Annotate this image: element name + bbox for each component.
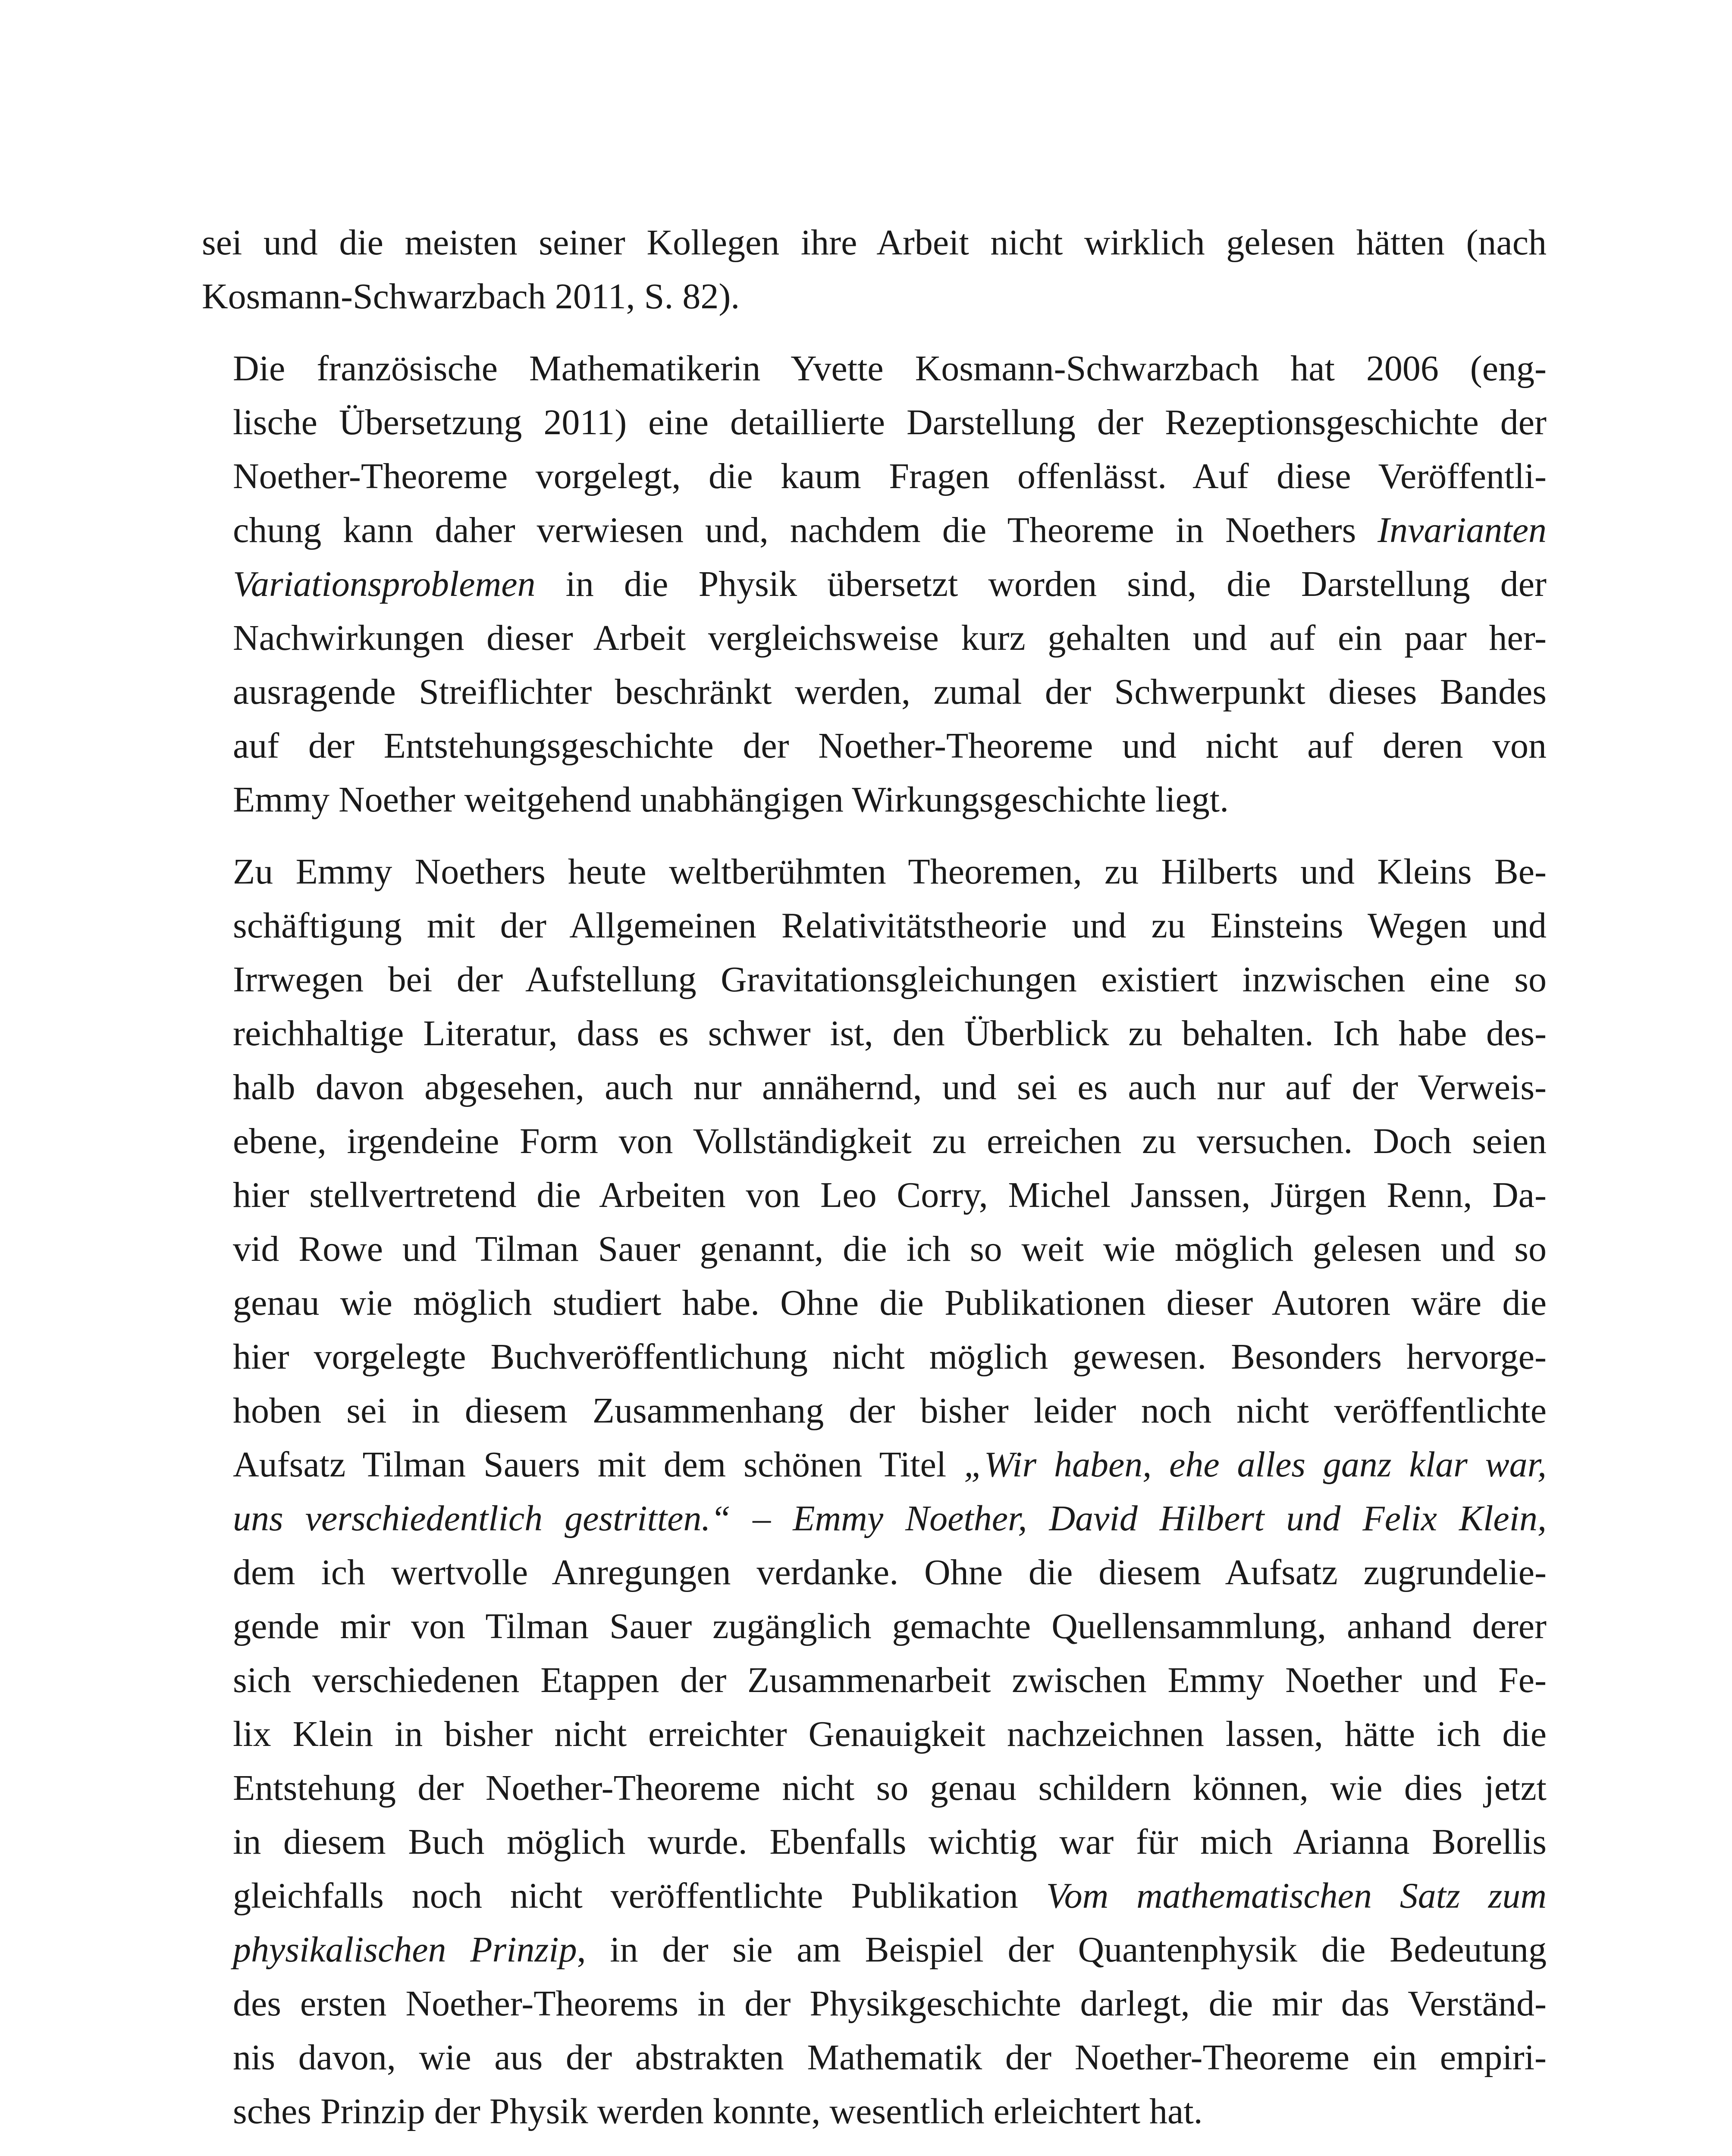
text-run: in diesem Buch möglich wurde. Ebenfalls wichtig war für mich Arianna Borellis xyxy=(233,1822,1547,1862)
text-line xyxy=(202,1006,1547,1060)
text-run: vid Rowe und Tilman Sauer genannt, die ich so weit wie möglich gelesen und so xyxy=(233,1229,1547,1269)
text-line xyxy=(202,216,1547,270)
text-line xyxy=(202,1276,1547,1330)
text-run: hoben sei in diesem Zusammenhang der bisher leider noch nicht veröffentlichte xyxy=(233,1391,1547,1431)
text-run: genau wie möglich studiert habe. Ohne die Publikationen dieser Autoren wäre die xyxy=(233,1283,1547,1323)
text-run: chung kann daher verwiesen und, nachdem die Theoreme in Noethers xyxy=(233,510,1378,550)
text-run: Zu Emmy Noethers heute weltberühmten Theoremen, zu Hilberts und Kleins Be- xyxy=(233,852,1547,892)
text-run: Noether-Theoreme vorgelegt, die kaum Fragen offenlässt. Auf diese Veröffentli- xyxy=(233,456,1547,496)
text-run: des ersten Noether-Theorems in der Physikgeschichte darlegt, die mir das Verständ- xyxy=(233,1984,1547,2024)
text-line xyxy=(202,1060,1547,1114)
italic-text: uns verschiedentlich gestritten.“ – Emmy Noether, David Hilbert und Felix Klein, xyxy=(233,1498,1547,1539)
text-run: auf der Entstehungsgeschichte der Noether-Theoreme und nicht auf deren von xyxy=(233,726,1547,766)
text-line xyxy=(202,1330,1547,1384)
text-line xyxy=(202,395,1547,449)
text-run: schäftigung mit der Allgemeinen Relativitätstheorie und zu Einsteins Wegen und xyxy=(233,906,1547,946)
text-run: in die Physik übersetzt worden sind, die Darstellung der xyxy=(535,564,1547,604)
text-run: Aufsatz Tilman Sauers mit dem schönen Titel xyxy=(233,1445,964,1485)
text-line xyxy=(202,1599,1547,1653)
text-line xyxy=(202,1815,1547,1869)
text-run: sei und die meisten seiner Kollegen ihre Arbeit nicht wirklich gelesen hätten (nach xyxy=(202,222,1547,263)
text-run: ebene, irgendeine Form von Vollständigkeit zu erreichen zu versuchen. Doch seien xyxy=(233,1121,1547,1161)
italic-text: „Wir haben, ehe alles ganz klar war, xyxy=(964,1445,1547,1485)
text-run: lix Klein in bisher nicht erreichter Genauigkeit nachzeichnen lassen, hätte ich die xyxy=(233,1714,1547,1754)
text-run: nis davon, wie aus der abstrakten Mathematik der Noether-Theoreme ein empiri- xyxy=(233,2037,1547,2078)
text-run: gende mir von Tilman Sauer zugänglich gemachte Quellensammlung, anhand derer xyxy=(233,1606,1547,1646)
text-line xyxy=(202,2084,1547,2138)
text-run: reichhaltige Literatur, dass es schwer ist, den Überblick zu behalten. Ich habe des- xyxy=(233,1013,1547,1053)
text-line xyxy=(202,1168,1547,1222)
text-run: gleichfalls noch nicht veröffentlichte Publikation xyxy=(233,1876,1046,1916)
text-line xyxy=(202,1977,1547,2031)
text-run: Nachwirkungen dieser Arbeit vergleichsweise kurz gehalten und auf ein paar her- xyxy=(233,618,1547,658)
text-run: , in der sie am Beispiel der Quantenphysik die Bedeutung xyxy=(577,1930,1547,1970)
text-line xyxy=(202,503,1547,557)
text-run: Entstehung der Noether-Theoreme nicht so genau schildern können, wie dies jetzt xyxy=(233,1768,1547,1808)
italic-text: Variationsproblemen xyxy=(233,564,536,604)
text-line xyxy=(202,899,1547,953)
text-line xyxy=(202,719,1547,773)
text-line xyxy=(202,1222,1547,1276)
paragraph-1 xyxy=(202,216,1547,323)
italic-text: Invarianten xyxy=(1377,510,1547,550)
text-line xyxy=(202,1869,1547,1923)
text-line xyxy=(202,1761,1547,1815)
text-run: Emmy Noether weitgehend unabhängigen Wirkungsgeschichte liegt. xyxy=(233,780,1229,820)
text-run: sich verschiedenen Etappen der Zusammenarbeit zwischen Emmy Noether und Fe- xyxy=(233,1660,1547,1700)
text-run: ausragende Streiflichter beschränkt werden, zumal der Schwerpunkt dieses Bandes xyxy=(233,672,1547,712)
italic-text: Vom mathematischen Satz zum xyxy=(1046,1876,1547,1916)
text-line xyxy=(202,1707,1547,1761)
text-line xyxy=(202,1384,1547,1438)
paragraph-2 xyxy=(202,342,1547,827)
text-run: Kosmann-Schwarzbach 2011, S. 82). xyxy=(202,276,740,317)
text-line xyxy=(202,1492,1547,1545)
text-line xyxy=(202,1438,1547,1492)
text-line xyxy=(202,1653,1547,1707)
text-line xyxy=(202,953,1547,1006)
text-run: Irrwegen bei der Aufstellung Gravitationsgleichungen existiert inzwischen eine so xyxy=(233,959,1547,1000)
text-run: lische Übersetzung 2011) eine detaillierte Darstellung der Rezeptionsgeschichte der xyxy=(233,402,1547,442)
text-line xyxy=(202,773,1547,827)
body-text xyxy=(202,216,1547,2138)
paragraph-3 xyxy=(202,845,1547,2138)
text-line xyxy=(202,2031,1547,2084)
text-run: halb davon abgesehen, auch nur annähernd, und sei es auch nur auf der Verweis- xyxy=(233,1067,1547,1107)
text-line xyxy=(202,665,1547,719)
text-line xyxy=(202,449,1547,503)
text-line xyxy=(202,1114,1547,1168)
text-line xyxy=(202,611,1547,665)
text-run: hier stellvertretend die Arbeiten von Leo Corry, Michel Janssen, Jürgen Renn, Da- xyxy=(233,1175,1547,1215)
text-line xyxy=(202,342,1547,395)
text-line xyxy=(202,1545,1547,1599)
italic-text: physikalischen Prinzip xyxy=(233,1930,577,1970)
text-line xyxy=(202,557,1547,611)
text-run: sches Prinzip der Physik werden konnte, wesentlich erleichtert hat. xyxy=(233,2091,1203,2131)
text-run: hier vorgelegte Buchveröffentlichung nicht möglich gewesen. Besonders hervorge- xyxy=(233,1337,1547,1377)
text-line xyxy=(202,270,1547,323)
text-line xyxy=(202,1923,1547,1977)
text-run: dem ich wertvolle Anregungen verdanke. Ohne die diesem Aufsatz zugrundelie- xyxy=(233,1552,1547,1592)
text-line xyxy=(202,845,1547,899)
text-run: Die französische Mathematikerin Yvette Kosmann-Schwarzbach hat 2006 (eng- xyxy=(233,348,1547,389)
